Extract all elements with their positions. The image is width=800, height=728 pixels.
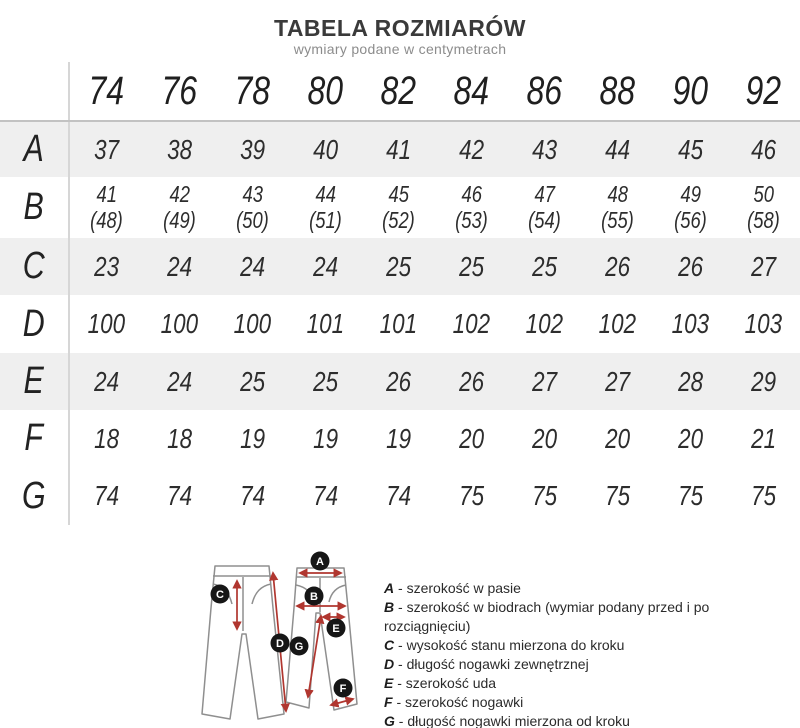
size-column-header — [216, 69, 289, 114]
marker-D-icon — [271, 634, 290, 653]
value-cell — [581, 366, 654, 398]
size-value: 88 — [599, 68, 636, 113]
cell-value: 24 — [167, 250, 192, 282]
table-row-B — [0, 177, 800, 238]
row-label-text: E — [23, 360, 45, 402]
row-label-text: D — [23, 302, 45, 345]
value-cell — [289, 251, 362, 283]
svg-text:D: D — [276, 637, 284, 650]
cell-value: 25 — [240, 365, 265, 397]
cell-value: 102 — [452, 308, 491, 339]
marker-E-icon — [327, 619, 346, 638]
legend-text: długość nogawki mierzona od kroku — [407, 713, 630, 728]
value-cell — [508, 423, 581, 455]
cell-value: 74 — [167, 480, 192, 511]
svg-text:A: A — [316, 555, 324, 568]
cell-subvalue: (49) — [163, 206, 196, 233]
cell-subvalue: (51) — [309, 206, 342, 233]
value-cell — [581, 480, 654, 512]
value-cell — [654, 366, 727, 398]
cell-value: 75 — [751, 480, 776, 511]
cell-value: 27 — [532, 365, 557, 397]
value-cell — [508, 480, 581, 512]
value-cell — [508, 251, 581, 283]
value-cell — [362, 423, 435, 455]
size-value: 86 — [526, 68, 563, 113]
cell-subvalue: (55) — [601, 206, 634, 233]
row-label-text: G — [22, 474, 46, 517]
cell-value: 74 — [313, 480, 338, 511]
value-cell — [70, 134, 143, 166]
cell-value: 100 — [87, 308, 126, 339]
cell-subvalue: (50) — [236, 206, 269, 233]
cell-value: 25 — [313, 365, 338, 397]
row-label-text: A — [23, 128, 45, 170]
cell-value: 18 — [94, 422, 119, 454]
row-label — [0, 238, 70, 295]
value-cell — [70, 251, 143, 283]
value-cell — [289, 366, 362, 398]
size-value: 74 — [88, 68, 125, 113]
cell-value: 45 — [678, 133, 703, 165]
size-column-header — [508, 69, 581, 114]
cell-value: 20 — [605, 422, 630, 454]
cell-value: 25 — [386, 250, 411, 282]
cell-value: 29 — [751, 365, 776, 397]
size-column-header — [654, 69, 727, 114]
legend — [378, 546, 736, 728]
table-row-A — [0, 122, 800, 177]
value-cell — [654, 182, 727, 234]
value-cell — [508, 366, 581, 398]
size-table — [0, 62, 800, 525]
size-column-header — [289, 69, 362, 114]
table-row-C — [0, 238, 800, 295]
cell-value: 46 — [751, 133, 776, 165]
cell-value: 27 — [751, 250, 776, 282]
cell-value: 47 — [534, 180, 555, 207]
value-cell — [216, 251, 289, 283]
value-cell — [362, 134, 435, 166]
value-cell — [289, 480, 362, 512]
value-cell — [289, 134, 362, 166]
cell-value: 103 — [744, 308, 783, 339]
svg-text:F: F — [339, 682, 347, 695]
legend-key: A — [384, 580, 395, 596]
cell-value: 24 — [167, 365, 192, 397]
cell-value: 20 — [459, 422, 484, 454]
size-value: 92 — [745, 68, 782, 113]
value-cell — [143, 480, 216, 512]
value-cell — [362, 182, 435, 234]
cell-value: 19 — [386, 422, 411, 454]
legend-key: E — [384, 675, 394, 691]
cell-value: 44 — [315, 180, 336, 207]
value-cell — [654, 251, 727, 283]
value-cell — [654, 308, 727, 340]
cell-value: 19 — [240, 422, 265, 454]
table-row-G — [0, 467, 800, 525]
cell-value: 41 — [386, 133, 411, 165]
size-header-row — [0, 62, 800, 122]
cell-subvalue: (56) — [674, 206, 707, 233]
row-label — [0, 295, 70, 353]
legend-separator: - — [394, 637, 407, 653]
legend-separator: - — [394, 580, 407, 596]
table-row-F — [0, 410, 800, 467]
table-row-D — [0, 295, 800, 353]
value-cell — [70, 366, 143, 398]
value-cell — [508, 134, 581, 166]
cell-value: 50 — [753, 180, 774, 207]
size-value: 84 — [453, 68, 490, 113]
cell-subvalue: (53) — [455, 206, 488, 233]
table-row-E — [0, 353, 800, 410]
cell-value: 42 — [459, 133, 484, 165]
value-cell — [216, 308, 289, 340]
marker-C-icon — [211, 585, 230, 604]
value-cell — [143, 423, 216, 455]
cell-subvalue: (52) — [382, 206, 415, 233]
cell-value: 103 — [671, 308, 710, 339]
legend-text: szerokość nogawki — [405, 694, 524, 710]
cell-subvalue: (58) — [747, 206, 780, 233]
value-cell — [581, 423, 654, 455]
size-value: 80 — [307, 68, 344, 113]
cell-value: 75 — [678, 480, 703, 511]
legend-item-B — [384, 598, 736, 636]
value-cell — [143, 182, 216, 234]
legend-key: B — [384, 599, 395, 615]
value-cell — [216, 134, 289, 166]
size-column-header — [727, 69, 800, 114]
svg-text:E: E — [332, 622, 340, 635]
size-column-header — [362, 69, 435, 114]
value-cell — [143, 134, 216, 166]
arrow-F — [331, 699, 353, 705]
size-value: 82 — [380, 68, 417, 113]
row-label — [0, 467, 70, 525]
value-cell — [508, 308, 581, 340]
size-column-header — [143, 69, 216, 114]
cell-value: 25 — [459, 250, 484, 282]
cell-value: 75 — [532, 480, 557, 511]
cell-value: 23 — [94, 250, 119, 282]
size-column-header — [435, 69, 508, 114]
cell-value: 21 — [751, 422, 776, 454]
value-cell — [216, 480, 289, 512]
value-cell — [727, 182, 800, 234]
legend-item-C — [384, 636, 736, 655]
size-column-header — [581, 69, 654, 114]
cell-value: 49 — [680, 180, 701, 207]
value-cell — [508, 182, 581, 234]
legend-key: G — [384, 713, 395, 728]
value-cell — [654, 134, 727, 166]
pants-diagram — [193, 546, 378, 728]
cell-value: 26 — [605, 250, 630, 282]
chart-header — [0, 0, 800, 58]
legend-text: szerokość w pasie — [406, 580, 521, 596]
size-value: 76 — [161, 68, 198, 113]
value-cell — [727, 480, 800, 512]
legend-text: długość nogawki zewnętrznej — [406, 656, 589, 672]
page-title: TABELA ROZMIARÓW — [273, 15, 526, 41]
value-cell — [727, 423, 800, 455]
marker-B-icon — [305, 587, 324, 606]
value-cell — [216, 182, 289, 234]
value-cell — [289, 182, 362, 234]
value-cell — [143, 251, 216, 283]
cell-value: 43 — [532, 133, 557, 165]
cell-value: 28 — [678, 365, 703, 397]
cell-value: 41 — [96, 180, 117, 207]
size-column-header — [70, 69, 143, 114]
cell-value: 44 — [605, 133, 630, 165]
cell-value: 46 — [461, 180, 482, 207]
cell-value: 74 — [94, 480, 119, 511]
row-label-text: B — [23, 186, 45, 228]
value-cell — [70, 182, 143, 234]
cell-value: 26 — [678, 250, 703, 282]
legend-item-D — [384, 655, 736, 674]
legend-text: wysokość stanu mierzona do kroku — [406, 637, 625, 653]
value-cell — [435, 134, 508, 166]
marker-G-icon — [290, 637, 309, 656]
cell-value: 39 — [240, 133, 265, 165]
legend-text: szerokość w biodrach (wymiar podany przed i po rozciągnięciu) — [384, 599, 710, 634]
cell-value: 101 — [306, 308, 345, 339]
page-subtitle: wymiary podane w centymetrach — [293, 41, 507, 57]
marker-A-icon — [311, 552, 330, 571]
cell-subvalue: (54) — [528, 206, 561, 233]
svg-text:G: G — [294, 640, 304, 653]
row-label — [0, 122, 70, 177]
legend-separator: - — [394, 656, 407, 672]
cell-value: 25 — [532, 250, 557, 282]
size-value: 90 — [672, 68, 709, 113]
value-cell — [435, 480, 508, 512]
value-cell — [143, 308, 216, 340]
value-cell — [216, 423, 289, 455]
value-cell — [362, 251, 435, 283]
value-cell — [581, 251, 654, 283]
value-cell — [727, 134, 800, 166]
cell-subvalue: (48) — [90, 206, 123, 233]
cell-value: 24 — [240, 250, 265, 282]
legend-text: szerokość uda — [405, 675, 497, 691]
value-cell — [362, 308, 435, 340]
value-cell — [654, 423, 727, 455]
cell-value: 43 — [242, 180, 263, 207]
value-cell — [581, 182, 654, 234]
legend-key: F — [384, 694, 393, 710]
value-cell — [70, 480, 143, 512]
row-label — [0, 410, 70, 467]
cell-value: 24 — [94, 365, 119, 397]
value-cell — [435, 182, 508, 234]
value-cell — [435, 366, 508, 398]
cell-value: 75 — [459, 480, 484, 511]
legend-item-F — [384, 693, 736, 712]
legend-separator: - — [394, 599, 407, 615]
cell-value: 26 — [459, 365, 484, 397]
row-label-text: F — [24, 417, 44, 459]
cell-value: 100 — [233, 308, 272, 339]
cell-value: 100 — [160, 308, 199, 339]
value-cell — [362, 366, 435, 398]
cell-value: 38 — [167, 133, 192, 165]
cell-value: 48 — [607, 180, 628, 207]
row-label-text: C — [23, 245, 45, 287]
row-label — [0, 177, 70, 238]
cell-value: 20 — [532, 422, 557, 454]
value-cell — [435, 423, 508, 455]
value-cell — [143, 366, 216, 398]
value-cell — [435, 251, 508, 283]
value-cell — [362, 480, 435, 512]
legend-separator: - — [393, 675, 406, 691]
cell-value: 40 — [313, 133, 338, 165]
legend-item-E — [384, 674, 736, 693]
cell-value: 102 — [598, 308, 637, 339]
cell-value: 26 — [386, 365, 411, 397]
cell-value: 74 — [386, 480, 411, 511]
value-cell — [654, 480, 727, 512]
cell-value: 75 — [605, 480, 630, 511]
cell-value: 18 — [167, 422, 192, 454]
legend-item-A — [384, 579, 736, 598]
corner-cell — [0, 62, 70, 120]
value-cell — [216, 366, 289, 398]
legend-separator: - — [392, 694, 406, 710]
cell-value: 102 — [525, 308, 564, 339]
legend-key: D — [384, 656, 395, 672]
value-cell — [581, 134, 654, 166]
cell-value: 27 — [605, 365, 630, 397]
legend-separator: - — [394, 713, 408, 728]
value-cell — [289, 308, 362, 340]
svg-text:B: B — [310, 590, 318, 603]
legend-key: C — [384, 637, 395, 653]
svg-text:C: C — [216, 588, 224, 601]
value-cell — [727, 308, 800, 340]
value-cell — [289, 423, 362, 455]
cell-value: 42 — [169, 180, 190, 207]
measurement-guide — [0, 546, 800, 728]
cell-value: 101 — [379, 308, 418, 339]
cell-value: 19 — [313, 422, 338, 454]
cell-value: 45 — [388, 180, 409, 207]
value-cell — [70, 308, 143, 340]
legend-item-G — [384, 712, 736, 728]
cell-value: 37 — [94, 133, 119, 165]
row-label — [0, 353, 70, 410]
marker-F-icon — [334, 679, 353, 698]
size-value: 78 — [234, 68, 271, 113]
value-cell — [435, 308, 508, 340]
value-cell — [727, 251, 800, 283]
cell-value: 24 — [313, 250, 338, 282]
value-cell — [70, 423, 143, 455]
value-cell — [727, 366, 800, 398]
left-spacer — [0, 546, 193, 728]
value-cell — [581, 308, 654, 340]
cell-value: 20 — [678, 422, 703, 454]
cell-value: 74 — [240, 480, 265, 511]
